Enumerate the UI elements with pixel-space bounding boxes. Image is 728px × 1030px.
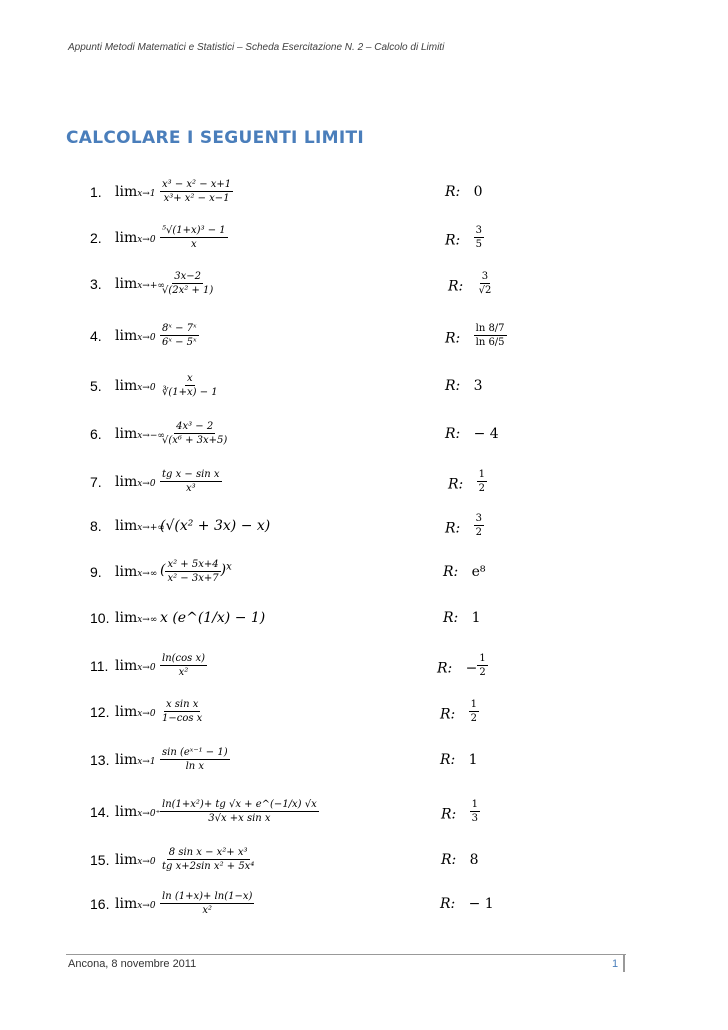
fraction-numerator: ln (1+x)+ ln(1−x) — [162, 891, 253, 902]
spacer — [460, 521, 473, 537]
limit-subscript: x→0 — [137, 235, 156, 245]
fraction-numerator: ln 8/7 — [475, 323, 505, 334]
answer-label: R: — [437, 660, 453, 677]
limit-expression — [160, 798, 319, 825]
answer — [437, 653, 488, 679]
expression-fraction — [160, 846, 256, 873]
page-header: Appunti Metodi Matematici e Statistici – Scheda Esercitazione N. 2 – Calcolo di Limiti — [68, 42, 445, 53]
fraction-denominator: 2 — [479, 667, 486, 678]
fraction-denominator: 2 — [478, 483, 485, 494]
fraction-denominator: √(x⁶ + 3x+5) — [162, 435, 228, 446]
limit-operator — [115, 276, 165, 292]
exercise-number: 8. — [90, 518, 102, 534]
footer-divider — [66, 954, 626, 955]
exercise-number: 11. — [90, 658, 109, 674]
limit-operator — [115, 658, 156, 674]
fraction-numerator: x³ − x² − x+1 — [162, 179, 232, 190]
expression-fraction — [160, 270, 215, 297]
limit-word: lim — [115, 328, 138, 344]
exercise-number: 5. — [90, 378, 102, 394]
answer-value: e⁸ — [471, 564, 486, 580]
expression-fraction — [160, 698, 204, 725]
limit-word: lim — [115, 518, 138, 534]
limit-operator — [115, 184, 156, 200]
fraction-numerator: 3 — [475, 513, 482, 524]
expression-fraction — [165, 558, 220, 585]
answer-label: R: — [445, 378, 461, 394]
answer — [445, 513, 484, 539]
exercise-number: 12. — [90, 704, 110, 720]
limit-word: lim — [115, 804, 138, 820]
expression-fraction — [160, 798, 319, 825]
limit-expression — [160, 512, 270, 534]
limit-operator — [115, 896, 156, 912]
expression-text: x (e^(1/x) − 1) — [160, 610, 266, 626]
fraction-denominator: x² — [202, 905, 213, 916]
exercise-number: 3. — [90, 276, 102, 292]
fraction-denominator: 1−cos x — [162, 713, 203, 724]
answer-sign: − — [465, 660, 478, 677]
paren: ) — [220, 562, 227, 578]
limit-expression — [160, 746, 230, 773]
exercise-number: 1. — [90, 184, 102, 200]
exercise-number: 15. — [90, 852, 110, 868]
fraction-numerator: 1 — [470, 699, 477, 710]
fraction-denominator: 2 — [475, 527, 482, 538]
fraction-numerator: 3x−2 — [174, 271, 202, 282]
fraction-numerator: ln(1+x²)+ tg √x + e^(−1/x) √x — [162, 799, 317, 810]
answer-fraction — [469, 698, 479, 725]
fraction-denominator: tg x+2sin x² + 5x⁴ — [162, 861, 255, 872]
answer-value: 1 — [468, 752, 478, 768]
limit-word: lim — [115, 184, 138, 200]
expression-fraction — [160, 178, 233, 205]
limit-operator — [115, 610, 157, 626]
answer — [445, 323, 507, 349]
limit-expression — [160, 270, 215, 297]
answer-value: 8 — [469, 852, 479, 868]
answer-value: 1 — [471, 610, 481, 626]
limit-subscript: x→0 — [137, 333, 156, 343]
exercise-item — [90, 558, 650, 598]
fraction-numerator: 3 — [475, 225, 482, 236]
exercise-item — [90, 322, 650, 362]
limit-word: lim — [115, 852, 138, 868]
answer-label: R: — [440, 752, 456, 768]
fraction-numerator: x — [187, 373, 193, 384]
spacer — [463, 279, 476, 295]
page-number-bar — [623, 955, 625, 972]
limit-operator — [115, 426, 165, 442]
exercise-item — [90, 372, 650, 412]
fraction-denominator: √(2x² + 1) — [162, 285, 214, 296]
answer — [440, 752, 478, 768]
expression-text: (√(x² + 3x) − x) — [160, 518, 271, 534]
answer — [445, 184, 483, 200]
limit-word: lim — [115, 896, 138, 912]
fraction-numerator: x² + 5x+4 — [167, 559, 219, 570]
exercise-number: 6. — [90, 426, 102, 442]
exercise-item — [90, 846, 650, 886]
fraction-numerator: 1 — [479, 653, 486, 664]
limit-word: lim — [115, 610, 138, 626]
exercise-item — [90, 224, 650, 264]
limit-word: lim — [115, 230, 138, 246]
answer-label: R: — [445, 184, 461, 200]
answer-label: R: — [440, 706, 456, 723]
expression-fraction — [160, 890, 254, 917]
expression-fraction — [160, 224, 228, 251]
limit-subscript: x→0⁺ — [137, 809, 161, 819]
fraction-denominator: 6ˣ − 5ˣ — [162, 337, 197, 348]
limit-word: lim — [115, 378, 138, 394]
limit-word: lim — [115, 658, 138, 674]
fraction-denominator: 5 — [475, 239, 482, 250]
limit-word: lim — [115, 564, 138, 580]
answer — [443, 610, 481, 626]
spacer — [460, 426, 473, 442]
limit-expression — [160, 468, 222, 495]
exercise-item — [90, 512, 650, 552]
answer-fraction — [474, 512, 484, 539]
fraction-denominator: x — [191, 239, 197, 250]
fraction-denominator: x³ — [185, 483, 196, 494]
fraction-denominator: ln x — [185, 761, 205, 772]
expression-fraction — [160, 420, 229, 447]
spacer — [455, 896, 468, 912]
limit-subscript: x→1 — [137, 757, 156, 767]
answer-fraction — [477, 652, 487, 679]
fraction-denominator: x³+ x² − x−1 — [163, 193, 230, 204]
spacer — [456, 807, 469, 823]
spacer — [460, 378, 473, 394]
limit-subscript: x→+∞ — [137, 281, 165, 291]
exercise-item — [90, 468, 650, 508]
fraction-numerator: tg x − sin x — [162, 469, 220, 480]
limit-operator — [115, 852, 156, 868]
answer-value: 0 — [473, 184, 483, 200]
exercise-item — [90, 178, 650, 218]
answer — [445, 378, 483, 394]
limit-operator — [115, 704, 156, 720]
spacer — [460, 331, 473, 347]
answer-label: R: — [445, 520, 461, 537]
limit-operator — [115, 474, 156, 490]
answer — [448, 271, 493, 297]
power-group — [160, 559, 232, 584]
exercise-item — [90, 798, 650, 838]
limit-expression — [160, 372, 220, 399]
limit-subscript: x→0 — [137, 901, 156, 911]
exercise-number: 16. — [90, 896, 110, 912]
answer-value: 3 — [473, 378, 483, 394]
limit-subscript: x→1 — [137, 189, 156, 199]
exercise-item — [90, 420, 650, 460]
answer — [440, 699, 479, 725]
answer-label: R: — [440, 896, 456, 912]
exercise-item — [90, 746, 650, 786]
limit-expression — [160, 178, 233, 205]
expression-fraction — [160, 652, 207, 679]
answer-fraction — [474, 322, 507, 349]
answer-label: R: — [448, 476, 464, 493]
answer-label: R: — [443, 610, 459, 626]
limit-subscript: x→0 — [137, 857, 156, 867]
answer-value: − 4 — [473, 426, 499, 442]
fraction-numerator: 4x³ − 2 — [176, 421, 214, 432]
fraction-denominator: 3√x +x sin x — [208, 813, 271, 824]
fraction-numerator: 3 — [481, 271, 489, 282]
exercise-item — [90, 890, 650, 930]
exercise-item — [90, 604, 650, 644]
answer — [445, 225, 484, 251]
exercise-number: 14. — [90, 804, 110, 820]
answer — [445, 426, 499, 442]
expression-fraction — [160, 322, 199, 349]
exercise-item — [90, 698, 650, 738]
fraction-numerator: ln(cos x) — [162, 653, 206, 664]
spacer — [460, 184, 473, 200]
exercise-number: 9. — [90, 564, 102, 580]
limit-subscript: x→0 — [137, 663, 156, 673]
limit-word: lim — [115, 704, 138, 720]
paren: ( — [160, 562, 166, 578]
limit-expression — [160, 652, 207, 679]
exercise-number: 13. — [90, 752, 110, 768]
exercise-number: 2. — [90, 230, 102, 246]
spacer — [460, 233, 473, 249]
limit-operator — [115, 752, 156, 768]
limit-subscript: x→0 — [137, 383, 156, 393]
fraction-denominator: x² − 3x+7 — [167, 573, 219, 584]
limit-operator — [115, 518, 165, 534]
fraction-numerator: 1 — [471, 799, 478, 810]
limit-subscript: x→−∞ — [137, 431, 165, 441]
fraction-denominator: x² — [178, 667, 189, 678]
limit-expression — [160, 558, 232, 585]
answer-fraction — [477, 468, 487, 495]
expression-fraction — [160, 372, 220, 399]
fraction-numerator: ⁵√(1+x)³ − 1 — [162, 225, 226, 236]
answer-label: R: — [441, 852, 457, 868]
expression-fraction — [160, 468, 222, 495]
fraction-denominator: 2 — [470, 713, 477, 724]
limit-expression — [160, 420, 229, 447]
answer-label: R: — [448, 278, 464, 295]
exercise-number: 7. — [90, 474, 102, 490]
answer-label: R: — [443, 564, 459, 580]
answer-value: − 1 — [468, 896, 494, 912]
footer-date: Ancona, 8 novembre 2011 — [68, 958, 197, 970]
limit-subscript: x→+∞ — [137, 523, 165, 533]
limit-expression — [160, 698, 204, 725]
limit-operator — [115, 564, 157, 580]
answer — [440, 896, 494, 912]
limit-subscript: x→0 — [137, 709, 156, 719]
limit-word: lim — [115, 752, 138, 768]
spacer — [463, 477, 476, 493]
limit-operator — [115, 378, 156, 394]
limit-expression — [160, 890, 254, 917]
limit-subscript: x→0 — [137, 479, 156, 489]
limit-expression — [160, 604, 265, 626]
exercise-item — [90, 652, 650, 692]
answer — [448, 469, 487, 495]
limit-subscript: x→∞ — [137, 615, 158, 625]
limit-word: lim — [115, 276, 138, 292]
limit-word: lim — [115, 474, 138, 490]
limit-operator — [115, 804, 160, 820]
answer-fraction — [474, 224, 484, 251]
exercise-number: 10. — [90, 610, 110, 626]
spacer — [458, 610, 471, 626]
answer-label: R: — [445, 426, 461, 442]
exercise-item — [90, 270, 650, 310]
answer — [441, 799, 480, 825]
fraction-denominator: √2 — [478, 285, 492, 296]
fraction-denominator: ∛(1+x) − 1 — [162, 387, 218, 398]
fraction-numerator: x sin x — [165, 699, 199, 710]
spacer — [456, 852, 469, 868]
answer-fraction — [477, 270, 494, 297]
answer — [443, 564, 486, 580]
limit-operator — [115, 230, 156, 246]
limit-word: lim — [115, 426, 138, 442]
page-title: CALCOLARE I SEGUENTI LIMITI — [66, 128, 364, 148]
exercise-number: 4. — [90, 328, 102, 344]
spacer — [458, 564, 471, 580]
fraction-denominator: ln 6/5 — [475, 337, 505, 348]
limit-expression — [160, 846, 256, 873]
expression-fraction — [160, 746, 230, 773]
limit-subscript: x→∞ — [137, 569, 158, 579]
answer-label: R: — [441, 806, 457, 823]
fraction-numerator: 8ˣ − 7ˣ — [162, 323, 197, 334]
answer-label: R: — [445, 232, 461, 249]
spacer — [455, 707, 468, 723]
page-number: 1 — [612, 958, 619, 970]
spacer — [452, 661, 465, 677]
limit-operator — [115, 328, 156, 344]
limit-expression — [160, 224, 228, 251]
answer — [441, 852, 479, 868]
fraction-denominator: 3 — [471, 813, 478, 824]
exponent: x — [226, 561, 232, 573]
spacer — [455, 752, 468, 768]
fraction-numerator: 8 sin x − x²+ x³ — [168, 847, 248, 858]
answer-label: R: — [445, 330, 461, 347]
fraction-numerator: 1 — [478, 469, 485, 480]
limit-expression — [160, 322, 199, 349]
fraction-numerator: sin (eˣ⁻¹ − 1) — [162, 747, 228, 758]
answer-fraction — [470, 798, 480, 825]
